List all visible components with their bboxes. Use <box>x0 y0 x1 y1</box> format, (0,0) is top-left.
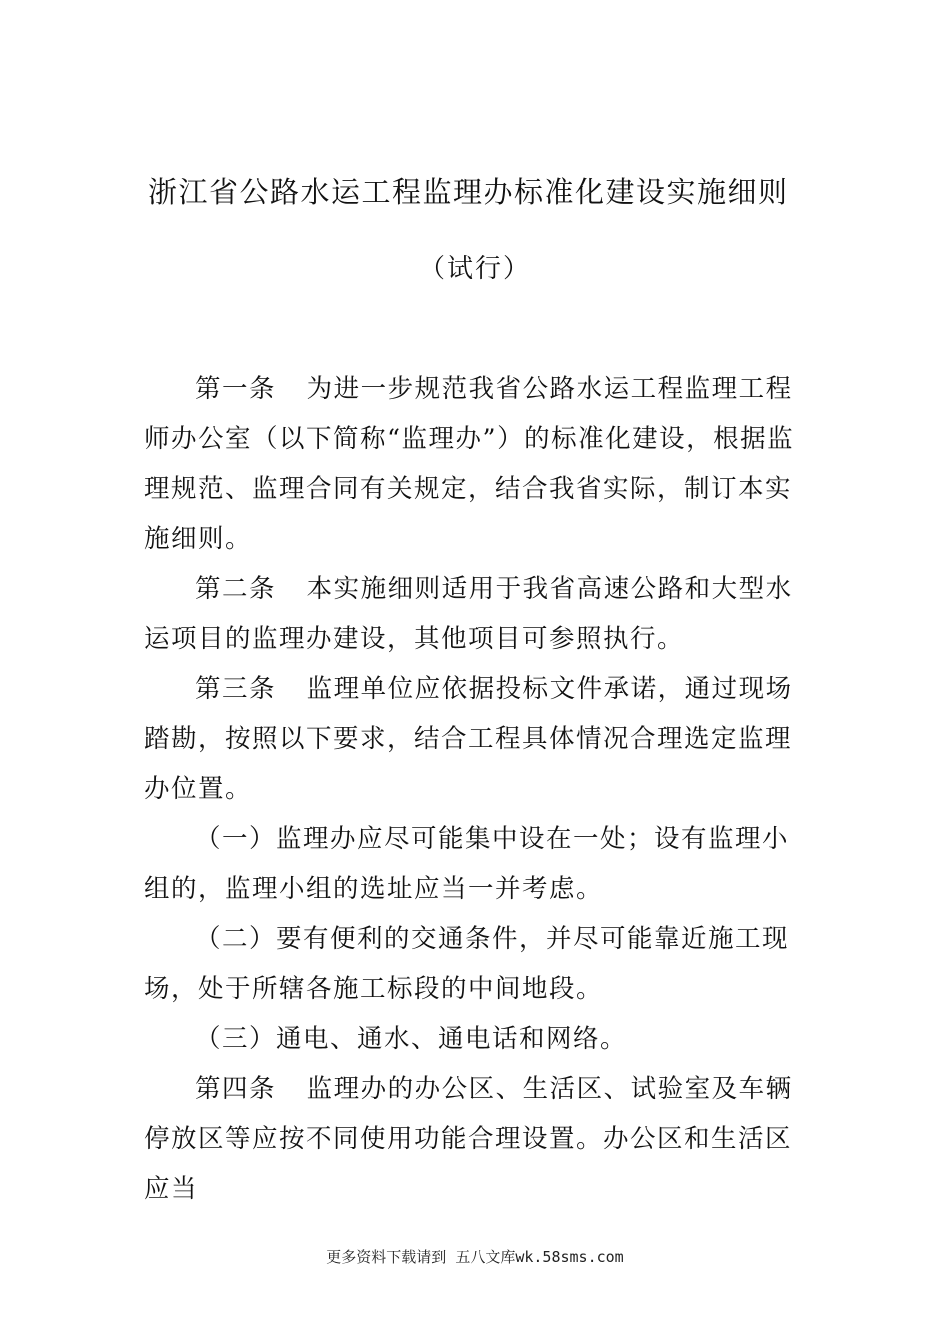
article-text: 为进一步规范我省公路水运工程监理工程师办公室（以下简称“监理办”）的标准化建设，根据监理规范、监理合同有关规定，结合我省实际，制订本实施细则。 <box>144 374 795 554</box>
document-subtitle: （试行） <box>418 254 531 284</box>
article-label: 第二条 <box>195 574 277 604</box>
list-item-text: （二）要有便利的交通条件，并尽可能靠近施工现场，处于所辖各施工标段的中间地段。 <box>144 924 790 1004</box>
article-label: 第三条 <box>195 674 277 704</box>
article-2 <box>144 564 814 664</box>
article-4 <box>144 1064 814 1214</box>
article-label: 第四条 <box>195 1074 277 1104</box>
article-text: 监理单位应依据投标文件承诺，通过现场踏勘，按照以下要求，结合工程具体情况合理选定监理办位置。 <box>144 674 793 804</box>
article-text: 本实施细则适用于我省高速公路和大型水运项目的监理办建设，其他项目可参照执行。 <box>144 574 793 654</box>
list-item-text: （三）通电、通水、通电话和网络。 <box>195 1024 628 1054</box>
list-item-3 <box>144 1014 814 1064</box>
article-3 <box>144 664 814 814</box>
article-text: 监理办的办公区、生活区、试验室及车辆停放区等应按不同使用功能合理设置。办公区和生活区应当 <box>144 1074 793 1204</box>
document-body <box>144 364 814 1214</box>
list-item-text: （一）监理办应尽可能集中设在一处；设有监理小组的，监理小组的选址应当一并考虑。 <box>144 824 790 904</box>
list-item-2 <box>144 914 814 1014</box>
list-item-1 <box>144 814 814 914</box>
article-label: 第一条 <box>195 374 277 404</box>
document-title: 浙江省公路水运工程监理办标准化建设实施细则 <box>148 175 789 209</box>
footer-link[interactable]: 更多资料下载请到 五八文库wk.58sms.com <box>326 1248 624 1266</box>
article-1 <box>144 364 814 564</box>
